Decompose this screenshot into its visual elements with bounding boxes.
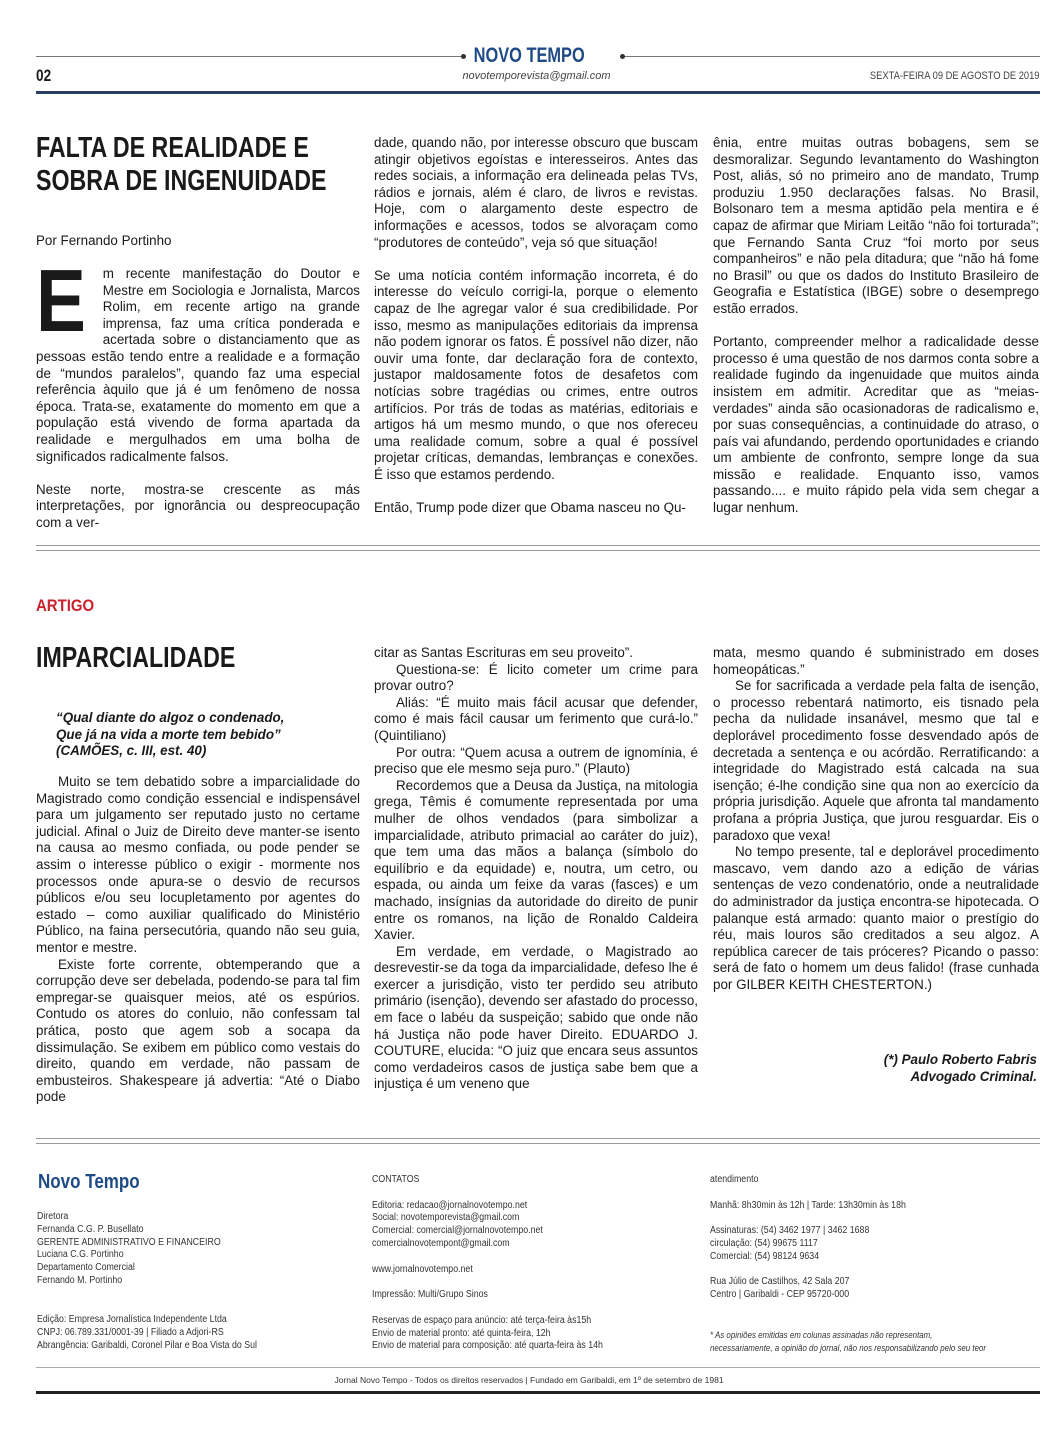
epigraph [56,710,284,760]
staff-line: Luciana C.G. Portinho [37,1249,124,1261]
contact-email-link[interactable]: Comercial: comercial@jornalnovotempo.net [372,1225,543,1237]
article1-column-3 [713,135,1039,533]
masthead-title: NOVO TEMPO [473,44,585,67]
article1-column-1 [36,251,360,548]
headline-line: SOBRA DE INGENUIDADE [36,165,327,197]
paragraph: Existe forte corrente, obtemperando que a corrupção deve ser debelada, podendo-se para tal fim empregar-se quaisquer meios, até os espúrios. Contudo os atores do conluio, não confessam tal prática, posto que agem sob a socapa da dissimulação. Se exibem em público como vestais do direito, quando em verdade, não passam de embusteiros. Shakespeare já advertia: “Até o Diabo pode [36,956,360,1105]
paragraph: Neste norte, mostra-se crescente as más interpretações, por ignorância ou despreocupação com a ver- [36,481,360,530]
deadline-line: Reservas de espaço para anúncio: até terça-feira às15h [372,1314,592,1326]
footer-disclaimer [710,1329,986,1355]
paragraph: No tempo presente, tal e deplorável procedimento mascavo, vem dando azo a edição de várias sentenças de vezo condenatório, onde a neutralidade do administrador da justiça encontra-se hipotecada. O palanque está armado: quanto maior o prestígio do réu, mais louros são creditados a seu algoz. A república carecer de tais próceres? Picando o passo: será de fato o homem um deus falido! (frase cunhada por GILBER KEITH CHESTERTON.) [713,844,1039,992]
company-line: CNPJ: 06.789.331/0001-39 | Filiado a Adjori-RS [37,1326,224,1338]
address-line: Rua Júlio de Castilhos, 42 Sala 207 [710,1276,850,1288]
footer-divider [36,1138,1040,1144]
phone-line: circulação: (54) 99675 1117 [710,1237,818,1249]
service-hours: Manhã: 8h30min às 12h | Tarde: 13h30min às 18h [710,1199,906,1211]
disclaimer-line: * As opiniões emitidas em colunas assinadas não representam, [710,1330,933,1340]
footer-company [37,1314,257,1352]
service-title: atendimento [710,1174,759,1185]
header-rule-right [625,56,1040,57]
copyright-rule [36,1367,1040,1368]
deadline-line: Envio de material pronto: até quinta-feira, 12h [372,1327,551,1339]
copyright: Jornal Novo Tempo - Todos os direitos reservados | Fundado em Garibaldi, em 1º de setembro de 1981 [334,1375,724,1385]
epigraph-line: (CAMÕES, c. III, est. 40) [56,743,207,759]
header-bottom-rule [36,91,1040,94]
article2-column-1 [36,774,360,1106]
paragraph: mata, mesmo quando é subministrado em doses homeopáticas.” [713,645,1039,677]
footer-staff [37,1211,221,1288]
staff-line: Diretora [37,1211,69,1222]
epigraph-line: Que já na vida a morte tem bebido” [56,726,281,742]
page-bottom-rule [36,1391,1040,1394]
paragraph: Muito se tem debatido sobre a imparcialidade do Magistrado como condição essencial e indispensável para um julgamento ser reputado justo no certame judicial. Afinal o Juiz de Direito deve manter-se isento na causa ao mesmo confiada, ou pode pender se assim o interesse público o exigir - mormente nos processos onde apura-se o desvio de recursos públicos e/ou seu locupletamento por agentes do estado – como auxiliar qualificado do Ministério Público, na faina persecutória, quando não seu guia, mentor e mestre. [36,774,360,955]
article2-column-3 [713,645,1039,993]
header-date: SEXTA-FEIRA 09 DE AGOSTO DE 2019 [870,70,1040,82]
company-line: Abrangência: Garibaldi, Coronel Pilar e Boa Vista do Sul [37,1339,257,1351]
paragraph: Aliás: “É muito mais fácil acusar que defender, como é mais fácil causar um ferimento que curá-lo.” (Quintiliano) [374,694,698,743]
address-line: Centro | Garibaldi - CEP 95720-000 [710,1289,850,1301]
paragraph: Então, Trump pode dizer que Obama nasceu no Qu- [374,500,686,516]
paragraph [36,251,360,465]
contact-email-link[interactable]: Editoria: redacao@jornalnovotempo.net [372,1199,528,1211]
contact-email-link[interactable]: Social: novotemporevista@gmail.com [372,1212,520,1224]
printing-info: Impressão: Multi/Grupo Sinos [372,1289,488,1301]
article1-byline: Por Fernando Portinho [36,233,172,248]
article1-headline [36,132,326,198]
staff-line: Fernando M. Portinho [37,1274,123,1286]
phone-line: Assinaturas: (54) 3462 1977 | 3462 1688 [710,1225,870,1237]
signature-title: Advogado Criminal. [910,1068,1037,1084]
drop-cap: E [36,251,86,350]
website-link[interactable]: www.jornalnovotempo.net [372,1263,473,1275]
staff-line: Departamento Comercial [37,1262,135,1274]
company-line: Edição: Empresa Jornalística Independente Ltda [37,1314,227,1325]
footer-contacts [372,1174,603,1353]
article2-column-2 [374,645,698,1093]
disclaimer-line: necessariamente, a opinião do jornal, não nos responsabilizando pelo seu teor [710,1342,987,1353]
paragraph: Se uma notícia contém informação incorreta, é do interesse do veículo corrigi-la, porque o elemento capaz de lhe agregar valor é sua credibilidade. Por isso, mesmo as manipulações editoriais da imprensa não podem ignorar os fatos. É possível não dizer, não ouvir uma fonte, dar declaração fora de contexto, justapor maldosamente fotos de desafetos com notícias sobre tragédias ou crimes, entre outros artifícios. Por trás de todas as matérias, editoriais e artigos há um mesmo mundo, o que nos ofereceu uma realidade comum, sobre a qual é possível projetar críticas, demandas, lembranças e conexões. É isso que estamos perdendo. [374,267,698,482]
paragraph-text: m recente manifestação do Doutor e Mestre em Sociologia e Jornalista, Marcos Rolim, em recente artigo na grande imprensa, faz uma crítica ponderada e acertada sobre o distanciamento que as pessoas estão tendo entre a realidade e a formação de “mundos paralelos”, quando faz uma especial referência àquilo que já é um fenômeno de nossa época. Trata-se, exatamente do momento em que a população está vivendo de forma apartada da realidade e mergulhados em uma bolha de significados radicalmente falsos. [36,266,360,464]
contact-email-link[interactable]: comercialnovotempont@gmail.com [372,1237,510,1249]
paragraph: Portanto, compreender melhor a radicalidade desse processo é uma questão de nos darmos conta sobre a realidade fugindo da ingenuidade que muitos ainda insistem em admitir. Acreditar que as “meias-verdades” ainda são ocasionadoras de radicalismo e, por suas consequências, a continuidade do atraso, o país vai afundando, perdendo oportunidades e criando um ambiente de confronto, sempre longe da sua missão e realidade. Enquanto isso, vamos passando.... e muito rápido pela vida sem chegar a lugar nenhum. [713,334,1039,516]
signature-name: (*) Paulo Roberto Fabris [883,1052,1037,1067]
paragraph: citar as Santas Escrituras em seu proveito”. [374,645,633,660]
paragraph: Por outra: “Quem acusa a outrem de ignomínia, é preciso que ele mesmo seja puro.” (Plauto) [374,744,698,777]
header-email: novotemporevista@gmail.com [462,70,611,82]
headline-line: FALTA DE REALIDADE E [36,132,309,164]
paragraph: Se for sacrificada a verdade pela falta de isenção, o processo rebentará natimorto, eis tisnado pela pecha da nulidade insanável, mesmo que tal e deplorável procedimento fosse desvendado após de decretada a sentença e ou acórdão. Rerratificando: a integridade do Magistrado está calcada na sua isenção; é-lhe condição sine qua non ao exercício da própria jurisdição. Aquele que afronta tal mandamento profana a própria Justiça, que jurou resguardar. Eis o paradoxo que vexa! [713,678,1039,843]
article2-headline: IMPARCIALIDADE [36,642,236,674]
paragraph: Em verdade, em verdade, o Magistrado ao desrevestir-se da toga da imparcialidade, defeso lhe é exercer a jurisdição, visto ter perdido seu atributo primário (isenção), devendo ser afastado do processo, em face o labéu da suspeição; sabido que onde não há Justiça não pode haver Direito. EDUARDO J. COUTURE, elucida: “O juiz que encara seus assuntos como verdadeiros casos de justiça sabe bem que a injustiça é um veneno que [374,943,698,1092]
phone-line: Comercial: (54) 98124 9634 [710,1250,820,1262]
paragraph: Recordemos que a Deusa da Justiça, na mitologia grega, Têmis é comumente representada por uma mulher de olhos vendados (para simbolizar a imparcialidade, atributo primacial ao caráter do juiz), que tem uma das mãos a balança (símbolo do equilíbrio e da equidade) e, noutra, um cetro, ou espada, ou ainda um feixe da varas (fasces) e um machado, insígnias da autoridade do direito de punir entre os romanos, na lição de Ronaldo Caldeira Xavier. [374,777,698,943]
staff-line: GERENTE ADMINISTRATIVO E FINANCEIRO [37,1236,221,1248]
footer-service [710,1174,906,1302]
section-label: ARTIGO [36,596,95,615]
paragraph: Questiona-se: É licito cometer um crime para provar outro? [374,661,698,694]
page-number: 02 [36,66,52,85]
author-signature [713,1052,1037,1085]
contacts-title: CONTATOS [372,1174,420,1185]
staff-line: Fernanda C.G. P. Busellato [37,1223,144,1235]
paragraph: ênia, entre muitas outras bobagens, sem se desmoralizar. Segundo levantamento do Washington Post, aliás, só no primeiro ano de mandato, Trump produziu 1.950 declarações falsas. No Brasil, Bolsonaro tem a mesma aptidão pela mentira e é capaz de afirmar que Miriam Leitão “não foi torturada”; que Fernando Santa Cruz “foi morto por seus companheiros” e não pela ditadura; que “não há fome no Brasil” ou que os dados do Instituto Brasileiro de Geografia e Estatística (IBGE) sobre o desemprego estão errados. [713,135,1039,316]
section-divider [36,545,1040,551]
deadline-line: Envio de material para composição: até quarta-feira às 14h [372,1340,603,1352]
footer-logo: Novo Tempo [38,1171,140,1193]
epigraph-line: “Qual diante do algoz o condenado, [56,710,285,725]
article1-column-2 [374,135,698,533]
paragraph: dade, quando não, por interesse obscuro que buscam atingir objetivos egoístas e interesseiros. Antes das redes sociais, a informação era delineada pelas TVs, rádios e jornais, além é claro, de livros e revistas. Hoje, com o alargamento deste espectro de informações e acessos, todos se alvoraçam como “produtores de conteúdo”, veja só que situação! [374,135,698,250]
